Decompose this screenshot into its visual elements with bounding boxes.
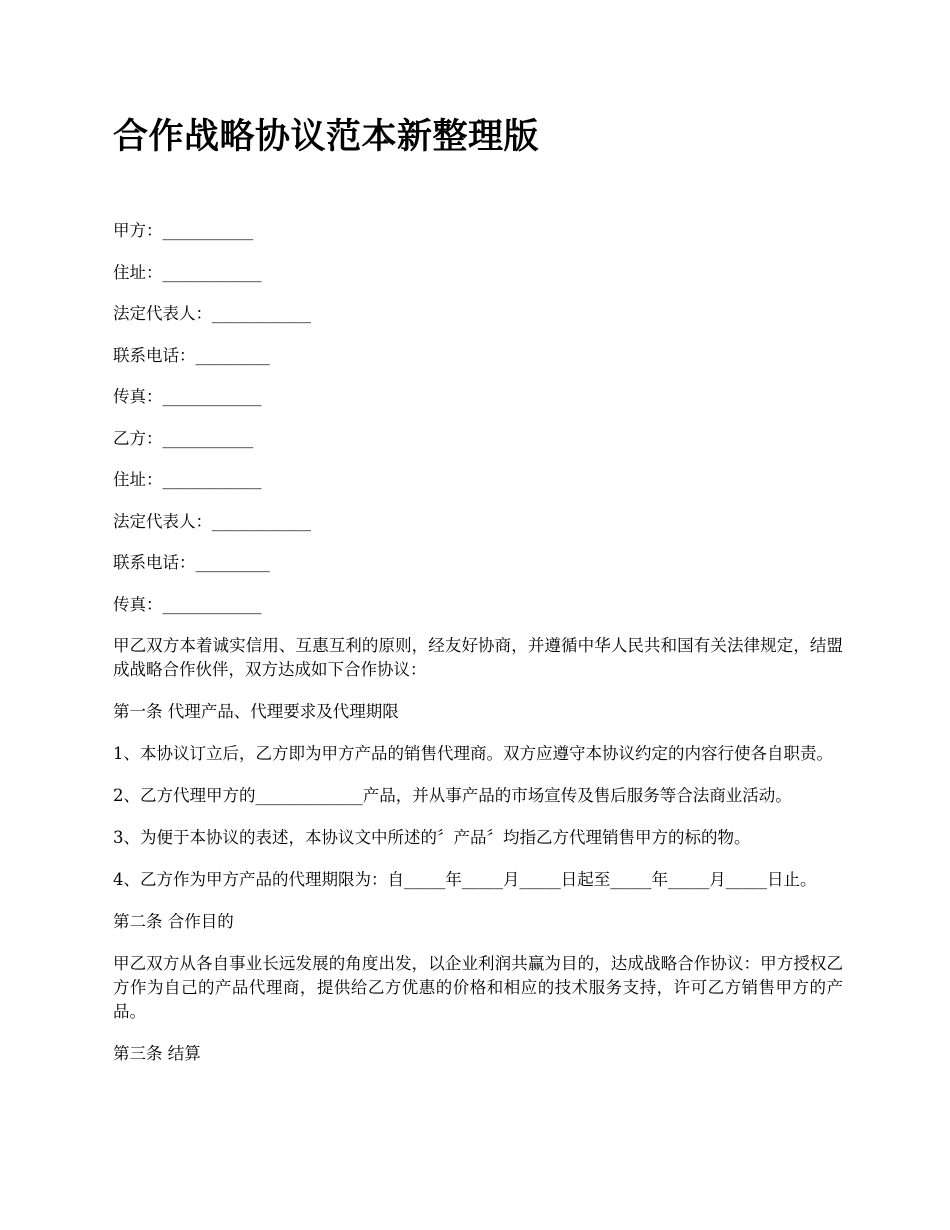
party-b-address-field: 住址：____________: [113, 470, 262, 489]
article-3-heading: 第三条 结算: [113, 1044, 201, 1063]
party-a-legal-rep-field: 法定代表人：____________: [113, 304, 311, 323]
party-a-fax-field: 传真：____________: [113, 387, 262, 406]
article-1-heading: 第一条 代理产品、代理要求及代理期限: [113, 702, 399, 721]
article-2-heading: 第二条 合作目的: [113, 912, 234, 931]
party-a-phone-field: 联系电话：_________: [113, 345, 270, 365]
party-b-phone-field: 联系电话：_________: [113, 553, 270, 572]
party-b-name-field: 乙方：___________: [113, 428, 254, 448]
party-a-name-field: 甲方：___________: [113, 221, 254, 240]
document-title: 合作战略协议范本新整理版: [113, 116, 540, 157]
article-1-item-3: 3、为便于本协议的表述，本协议文中所述的〞产品〞均指乙方代理销售甲方的标的物。: [113, 828, 751, 847]
article-1-item-2: 2、乙方代理甲方的_____________产品，并从事产品的市场宣传及售后服务等合法商业活动。: [113, 786, 792, 805]
article-2-paragraph: 甲乙双方从各自事业长远发展的角度出发，以企业利润共赢为目的，达成战略合作协议：甲方授权乙方作为自己的产品代理商，提供给乙方优惠的价格和相应的技术服务支持，许可乙方销售甲方的产品。: [113, 954, 843, 1021]
party-a-address-field: 住址：____________: [113, 262, 262, 282]
article-1-item-4: 4、乙方作为甲方产品的代理期限为：自_____年_____月_____日起至_____年_____月_____日止。: [113, 870, 817, 889]
party-b-legal-rep-field: 法定代表人：____________: [113, 511, 311, 531]
party-b-fax-field: 传真：____________: [113, 594, 262, 614]
document-body: [113, 219, 843, 1084]
article-1-item-1: 1、本协议订立后，乙方即为甲方产品的销售代理商。双方应遵守本协议约定的内容行使各自职责。: [113, 744, 833, 763]
preamble-paragraph: 甲乙双方本着诚实信用、互惠互利的原则，经友好协商，并遵循中华人民共和国有关法律规定，结盟成战略合作伙伴，双方达成如下合作协议：: [113, 636, 843, 679]
